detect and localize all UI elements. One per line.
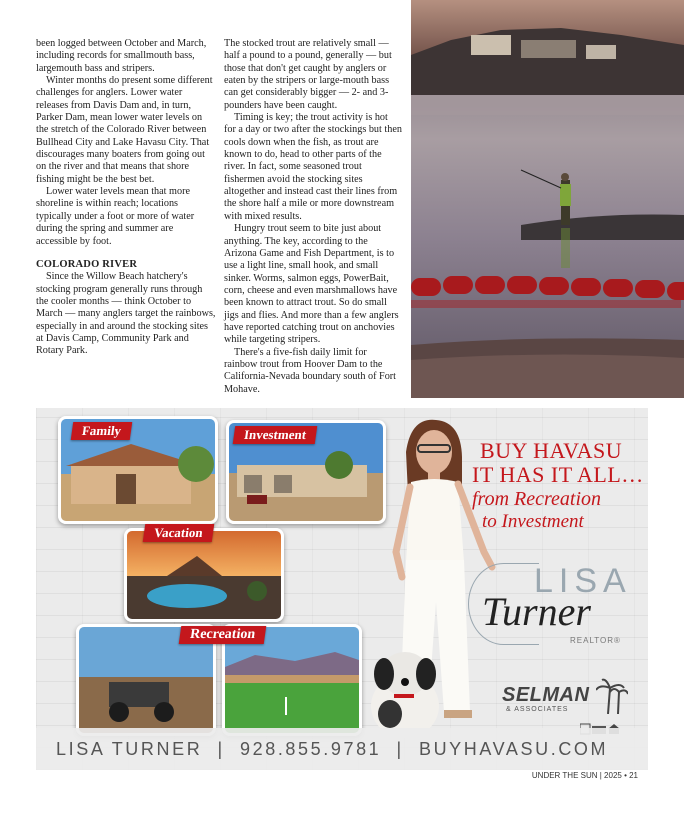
angler-photo	[411, 0, 684, 398]
paragraph: been logged between October and March, including records for smallmouth bass, largemouth bass and stripers.	[36, 38, 207, 74]
paragraph: Timing is key; the trout activity is hot for a day or two after the stockings but then cools down when the fish, as trout are known to do, head to other parts of the river. In fact, some seasoned trout fishermen avoid the stocking sites altogether and instead cast their lines from the shore half a mile or more downstream with mixed results.	[224, 112, 402, 222]
paragraph: Since the Willow Beach hatchery's stocking program generally runs through the cooler months — think October to March — many anglers target the rainbows, especially in and around the stocking sites at Davis Camp, Community Park and Rotary Park.	[36, 271, 216, 357]
selman-associates: & ASSOCIATES	[506, 706, 569, 713]
paragraph: The stocked trout are relatively small — half a pound to a pound, generally — but those that don't get caught by anglers or eaten by the stripers or large-mouth bass can get considerably bigger — 2- and 3-pounders have been caught.	[224, 38, 392, 111]
vacation-ribbon: Vacation	[143, 524, 214, 542]
paragraph: There's a five-fish daily limit for rainbow trout from Hoover Dam to the California-Nevada boundary south of Fort Mohave.	[224, 346, 397, 395]
family-ribbon: Family	[71, 422, 133, 440]
logo-lisa: LISA	[534, 562, 632, 600]
recreation-ribbon: Recreation	[179, 626, 267, 644]
paragraph: Hungry trout seem to bite just about anything. The key, according to the Arizona Game and Fish Department, is to use a light line, small hook, and small sinker. Worms, salmon eggs, PowerBait, corn, cheese and even marshmallows have been known to attract trout. So do small jigs and flies. And more than a few anglers have reported catching trout on anchovies while targeting stripers.	[224, 223, 399, 346]
headline-to-investment: to Investment	[482, 511, 584, 532]
paragraph: Lower water levels mean that more shoreline is within reach; locations typically under a foot or more of water during the spring and summer are accessible by foot.	[36, 186, 195, 247]
article-column-2	[224, 38, 402, 396]
investment-ribbon: Investment	[233, 426, 318, 444]
logo-realtor: REALTOR®	[570, 636, 621, 645]
selman-logo	[502, 678, 632, 718]
headline-it-has-it-all: IT HAS IT ALL…	[472, 462, 644, 487]
article-column-1	[36, 38, 216, 358]
logo-turner: Turner	[482, 589, 591, 634]
headline-from-recreation: from Recreation	[472, 488, 602, 510]
contact-line: LISA TURNER | 928.855.9781 | BUYHAVASU.COM	[56, 739, 609, 759]
palm-trees-icon	[596, 678, 628, 714]
dog-photo	[362, 644, 448, 740]
realtor-logo	[476, 558, 636, 658]
headline-buy-havasu: BUY HAVASU	[480, 438, 623, 463]
contact-bar	[36, 728, 648, 770]
vacation-photo	[124, 528, 284, 622]
page-folio: UNDER THE SUN | 2025 • 21	[531, 771, 638, 780]
real-estate-ad	[36, 408, 648, 770]
paragraph: Winter months do present some different challenges for anglers. Lower water releases from Davis Dam and, in turn, Parker Dam, mean lower water levels on the stretch of the Colorado River between Bullhead City and Lake Havasu City. That discourages many boaters from going out on the river and that means that shore fishing might be the best bet.	[36, 75, 213, 185]
selman-name: SELMAN	[502, 684, 590, 706]
section-heading: COLORADO RIVER	[36, 258, 138, 270]
